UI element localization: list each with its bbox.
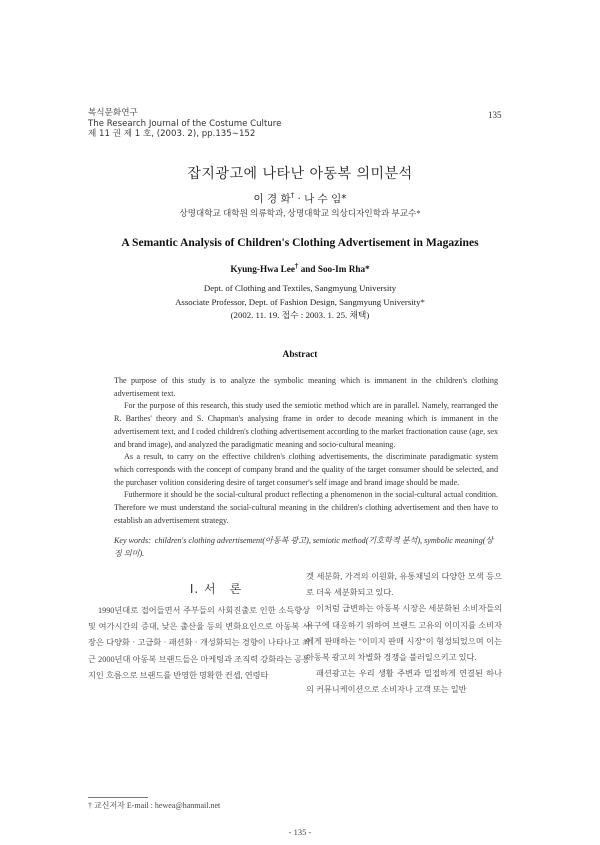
author-separator-kr: · — [294, 193, 305, 205]
abstract-heading: Abstract — [282, 350, 318, 360]
title-kr: 잡지광고에 나타난 아동복 의미분석 — [187, 166, 413, 182]
abstract-paragraph: For the purpose of this research, this study used the semiotic method which are in parallel. Namely, rearranged the R. Barthes' theory and S. Chapman's analysing frame in order to decode meaning which is immanent in the advertisement text, and I coded children's clothing advertisement according to the market fractionation cause (age, sex and brand image), and analyzed the paradigmatic meaning and socio-cultural meaning. — [114, 401, 498, 449]
author1-en: Kyung-Hwa Lee — [230, 264, 295, 274]
footnote: † 교신저자 E-mail : hewea@hanmail.net — [88, 801, 221, 810]
page-number-top: 135 — [488, 110, 502, 120]
authors-en — [0, 261, 600, 274]
body-column-right — [306, 569, 502, 699]
title-en: A Semantic Analysis of Children's Clothing Advertisement in Magazines — [121, 236, 479, 249]
author2-kr: 나 수 임* — [304, 193, 347, 205]
abstract-body — [114, 375, 498, 527]
journal-name-en: The Research Journal of the Costume Culture — [88, 118, 282, 129]
abstract-paragraph: Futhermore it should be the social-cultural product reflecting a phenomenon in the social-cultural actual condition. Therefore we must understand the social-cultural meaning in the children's clothing advertisement and then have to establish an advertisement strategy. — [114, 490, 498, 525]
body-paragraph: 1990년대로 접어들면서 주부들의 사회진출로 인한 소득향상 및 여가시간의 증대, 낮은 출산율 등의 변화요인으로 아동복 시장은 다양화 · 고급화 · 패션화 · 개성화되는 경향이 나타나고 최근 2000년대 아동복 브랜드들은 마케팅과 조직력 강화라는 공통지인 흐름으로 브랜드를 반영한 명확한 컨셉, 연령타 — [88, 606, 310, 680]
body-paragraph: 겟 세분화, 가격의 이원화, 유통채널의 다양한 모색 등으로 더욱 세분화되고 있다. — [306, 572, 502, 598]
affiliation-kr: 상명대학교 대학원 의류학과, 상명대학교 의상디자인학과 부교수* — [179, 208, 421, 218]
body-column-left — [88, 603, 310, 684]
journal-issue: 제 11 권 제 1 호, (2003. 2), pp.135∼152 — [88, 129, 256, 139]
abstract-paragraph: The purpose of this study is to analyze the symbolic meaning which is immanent in the children's clothing advertisement text. — [114, 376, 498, 398]
affiliation-en — [0, 282, 600, 323]
author1-kr-mark: † — [290, 191, 295, 200]
abstract-paragraph: As a result, to carry on the effective children's clothing advertisements, the discriminate paradigmatic system which corresponds with the concept of company brand and the quality of the target consumer should be selected, and the purchaser volition considering desire of target consumer's self image and brand image should be made. — [114, 452, 498, 487]
authors-kr — [0, 191, 600, 206]
page-number-bottom: - 135 - — [288, 827, 312, 837]
body-paragraph: 패션광고는 우리 생활 주변과 밀접하게 연결된 하나의 커뮤니케이션으로 소비자나 고객 또는 일반 — [306, 669, 502, 695]
body-paragraph: 이처럼 급변하는 아동복 시장은 세분화된 소비자들의 욕구에 대응하기 위하여 브랜드 고유의 이미지를 소비자에게 판매하는 "이미지 판매 시장"이 형성되었으며 이는 아동복 광고의 차별화 경쟁을 불러일으키고 있다. — [306, 604, 502, 663]
affiliation-en-line: Associate Professor, Dept. of Fashion Design, Sangmyung University* — [175, 296, 425, 307]
affiliation-en-line: Dept. of Clothing and Textiles, Sangmyung University — [203, 283, 397, 293]
journal-header — [88, 108, 281, 140]
keywords-label: Key words: — [114, 536, 151, 545]
footnote-divider — [88, 797, 148, 798]
author1-kr: 이 경 화 — [253, 193, 291, 205]
author2-en: Soo-Im Rha* — [317, 264, 370, 274]
author-conjunction-en: and — [298, 264, 318, 274]
journal-name-kr: 복식문화연구 — [88, 108, 138, 118]
keywords — [114, 535, 500, 560]
keywords-text: children's clothing advertisement(아동복 광고), semiotic method(기호학적 분석), symbolic meaning(상징 의미). — [114, 536, 494, 558]
author1-en-mark: † — [294, 261, 299, 270]
section-heading: Ⅰ. 서 론 — [189, 582, 243, 596]
received-accepted-dates: (2002. 11. 19. 접수 : 2003. 1. 25. 채택) — [230, 310, 370, 321]
